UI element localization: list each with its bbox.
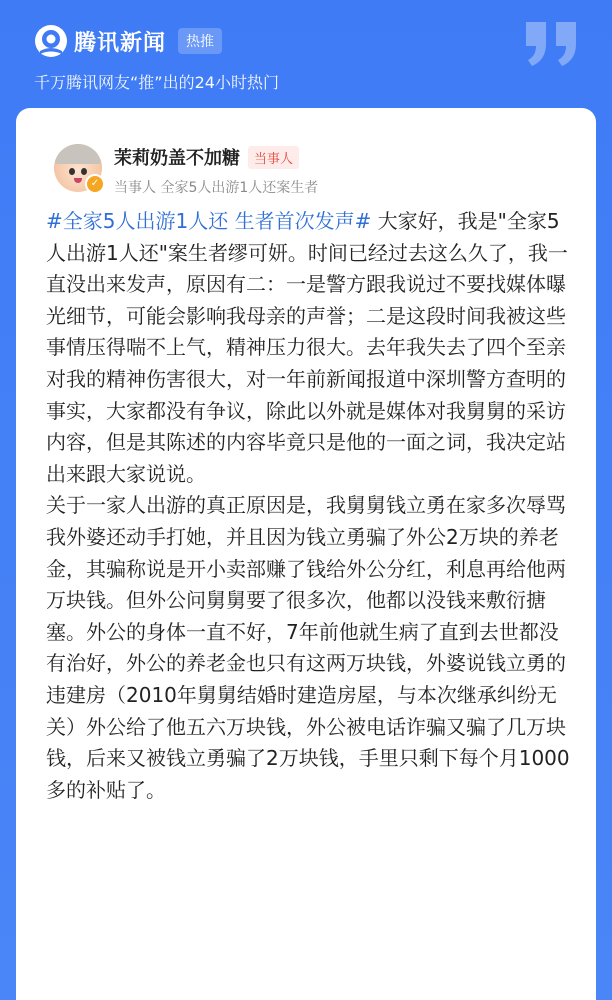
post-body [46,206,574,806]
avatar-eye-right [81,168,87,175]
avatar-hair [54,144,102,164]
app-header [0,0,612,110]
avatar-eye-left [69,168,75,175]
avatar-wrapper[interactable] [54,144,102,192]
post-card [16,108,596,1000]
brand-row[interactable] [34,24,222,58]
avatar-mouth [74,178,82,183]
author-role-tag: 当事人 [248,146,299,169]
author-description: 当事人 全家5人出游1人还案生者 [114,180,319,196]
brand-name: 腾讯新闻 [74,30,167,56]
hot-badge: 热推 [178,28,222,54]
verified-badge-icon: ✓ [85,174,105,194]
author-name[interactable]: 茉莉奶盖不加糖 [114,148,240,169]
post-text: 大家好，我是"全家5人出游1人还"案生者缪可妍。时间已经过去这么久了，我一直没出来发声，原因有二：一是警方跟我说过不要找媒体曝光细节，可能会影响我母亲的声誉；二是这段时间我被这些事情压得喘不上气，精神压力很大。去年我失去了四个至亲对我的精神伤害很大，对一年前新闻报道中深圳警方查明的事实，大家都没有争议，除此以外就是媒体对我舅舅的采访内容，但是其陈述的内容毕竟只是他的一面之词，我决定站出来跟大家说说。 关于一家人出游的真正原因是，我舅舅钱立勇在家多次辱骂我外婆还动手打她，并且因为钱立勇骗了外公2万块的养老金，其骗称说是开小卖部赚了钱给外公分红，利息再给他两万块钱。但外公问舅舅要了很多次，他都以没钱来敷衍搪塞。外公的身体一直不好，7年前他就生病了直到去世都没有治好，外公的养老金也只有这两万块钱，外婆说钱立勇的违建房（2010年舅舅结婚时建造房屋，与本次继承纠纷无关）外公给了他五六万块钱，外公被电话诈骗又骗了几万块钱，后来又被钱立勇骗了2万块钱，手里只剩下每个月1000多的补贴了。 [46,209,570,802]
post-author[interactable] [54,144,318,197]
header-subtitle: 千万腾讯网友“推”出的24小时热门 [34,73,279,92]
author-line [114,144,318,170]
tencent-news-logo-icon [34,24,68,58]
quote-mark-icon [522,18,582,70]
author-info [114,144,318,197]
post-hashtag[interactable]: #全家5人出游1人还 生者首次发声# [46,209,372,233]
